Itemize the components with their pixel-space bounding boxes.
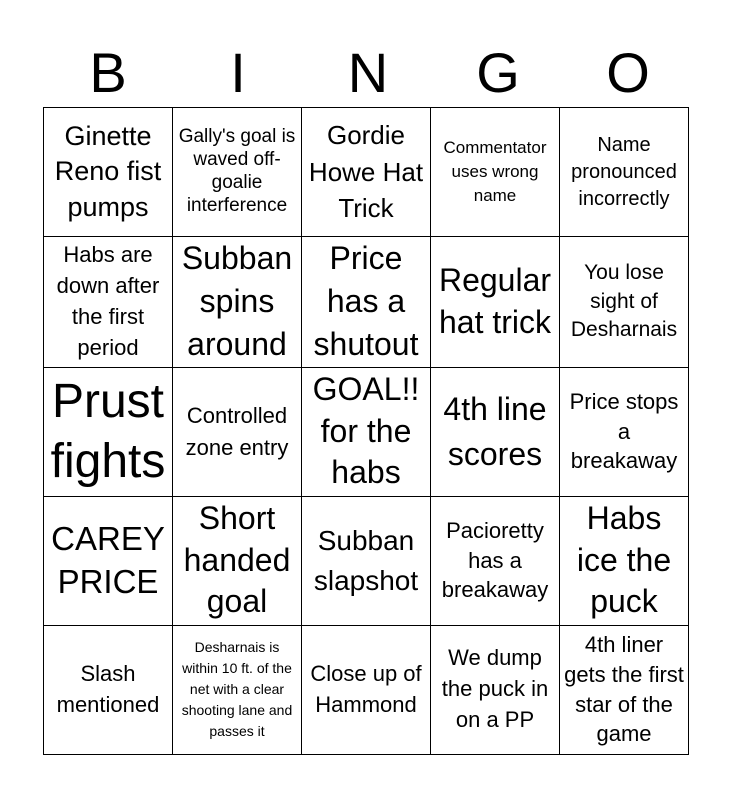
bingo-cell[interactable]: You lose sight of Desharnais — [560, 237, 689, 368]
bingo-cell[interactable]: Short handed goal — [173, 496, 302, 625]
bingo-row — [44, 625, 689, 754]
bingo-row — [44, 367, 689, 496]
bingo-cell[interactable]: Close up of Hammond — [302, 625, 431, 754]
bingo-cell[interactable]: We dump the puck in on a PP — [431, 625, 560, 754]
bingo-cell[interactable]: Name pronounced incorrectly — [560, 108, 689, 237]
header-letter-o: O — [606, 41, 650, 104]
bingo-row — [44, 496, 689, 625]
bingo-cell[interactable]: Slash mentioned — [44, 625, 173, 754]
bingo-cell[interactable]: Prust fights — [44, 367, 173, 496]
bingo-cell[interactable]: Commentator uses wrong name — [431, 108, 560, 237]
bingo-cell[interactable]: Subban slapshot — [302, 496, 431, 625]
bingo-cell[interactable]: Habs ice the puck — [560, 496, 689, 625]
bingo-cell[interactable]: Desharnais is within 10 ft. of the net with a clear shooting lane and passes it — [173, 625, 302, 754]
header-letter-n: N — [347, 41, 389, 104]
header-letter-g: G — [476, 41, 520, 104]
bingo-cell[interactable]: Controlled zone entry — [173, 367, 302, 496]
bingo-cell[interactable]: GOAL!! for the habs — [302, 367, 431, 496]
bingo-cell[interactable]: CAREY PRICE — [44, 496, 173, 625]
bingo-cell[interactable]: Ginette Reno fist pumps — [44, 108, 173, 237]
bingo-cell[interactable]: 4th line scores — [431, 367, 560, 496]
bingo-cell[interactable]: Price stops a breakaway — [560, 367, 689, 496]
bingo-header — [43, 40, 693, 106]
bingo-cell[interactable]: Regular hat trick — [431, 237, 560, 368]
bingo-cell[interactable]: Subban spins around — [173, 237, 302, 368]
bingo-cell[interactable]: 4th liner gets the first star of the game — [560, 625, 689, 754]
bingo-cell[interactable]: Habs are down after the first period — [44, 237, 173, 368]
bingo-row — [44, 108, 689, 237]
header-letter-b: B — [89, 41, 127, 104]
bingo-cell[interactable]: Pacioretty has a breakaway — [431, 496, 560, 625]
bingo-grid — [43, 107, 689, 755]
bingo-cell[interactable]: Price has a shutout — [302, 237, 431, 368]
header-letter-i: I — [230, 41, 246, 104]
bingo-cell[interactable]: Gordie Howe Hat Trick — [302, 108, 431, 237]
bingo-row — [44, 237, 689, 368]
bingo-cell[interactable]: Gally's goal is waved off- goalie interference — [173, 108, 302, 237]
